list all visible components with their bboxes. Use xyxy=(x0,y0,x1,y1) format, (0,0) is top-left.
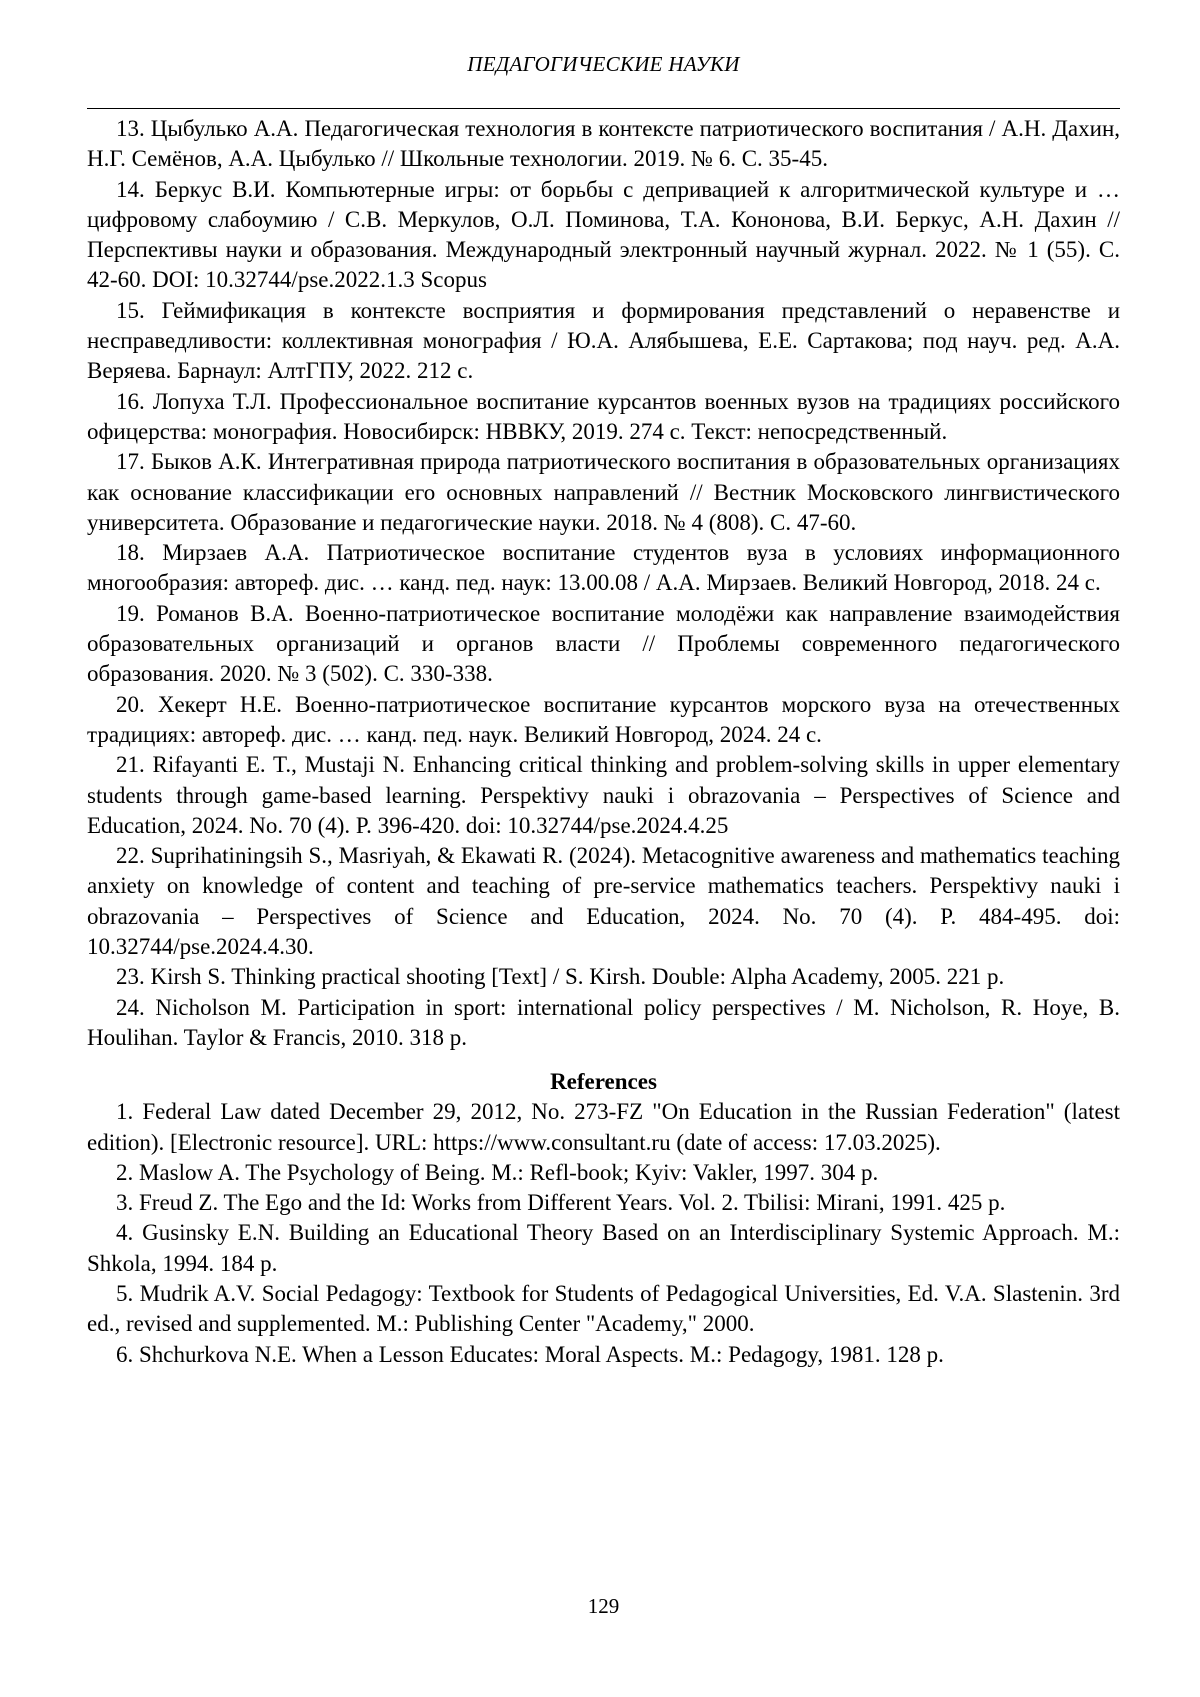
reference-entry xyxy=(87,447,1120,538)
reference-text: Цыбулько А.А. Педагогическая технология в контексте патриотического воспитания / А.Н. Дахин, Н.Г. Семёнов, А.А. Цыбулько // Школьные технологии. 2019. № 6. С. 35-45. xyxy=(87,116,1121,172)
reference-entry xyxy=(87,993,1120,1054)
reference-number: 19. xyxy=(116,600,145,626)
reference-entry xyxy=(87,296,1120,387)
reference-number: 23. xyxy=(116,964,145,990)
reference-text: Беркус В.И. Компьютерные игры: от борьбы с депривацией к алгоритмической культуре и … цифровому слабоумию / С.В. Меркулов, О.Л. Поминова, Т.А. Кононова, В.И. Беркус, А.Н. Дахин // Перспективы науки и образования. Международный электронный научный журнал. 2022. № 1 (55). С. 42-60. DOI: 10.32744/pse.2022.1.3 Scopus xyxy=(87,176,1121,293)
reference-text: Nicholson M. Participation in sport: international policy perspectives / M. Nicholson, R. Hoye, B. Houlihan. Taylor & Francis, 2010. 318 p. xyxy=(87,994,1120,1050)
header-divider xyxy=(87,108,1120,109)
reference-text: Быков А.К. Интегративная природа патриотического воспитания в образовательных организациях как основание классификации его основных направлений // Вестник Московского лингвистического университета. Образование и педагогические науки. 2018. № 4 (808). С. 47-60. xyxy=(87,449,1121,535)
reference-entry xyxy=(87,841,1120,962)
reference-number: 20. xyxy=(116,691,145,717)
running-header: ПЕДАГОГИЧЕСКИЕ НАУКИ xyxy=(467,52,740,76)
reference-text: Gusinsky E.N. Building an Educational Theory Based on an Interdisciplinary Systemic Approach. M.: Shkola, 1994. 184 p. xyxy=(87,1220,1121,1276)
reference-entry xyxy=(87,690,1120,751)
reference-entry xyxy=(87,114,1120,175)
reference-entry xyxy=(87,387,1120,448)
reference-entry xyxy=(87,538,1120,599)
reference-number: 15. xyxy=(116,297,145,323)
reference-number: 2. xyxy=(116,1159,134,1185)
journal-page xyxy=(87,0,1120,1697)
reference-text: Геймификация в контексте восприятия и формирования представлений о неравенстве и несправедливости: коллективная монография / Ю.А. Алябышева, Е.Е. Сартакова; под науч. ред. А.А. Веряева. Барнаул: АлтГПУ, 2022. 212 с. xyxy=(87,297,1121,384)
reference-number: 22. xyxy=(116,843,145,869)
reference-text: Романов В.А. Военно-патриотическое воспитание молодёжи как направление взаимодействия образовательных организаций и органов власти // Проблемы современного педагогического образования. 2020. № 3 (502). С. 330-338. xyxy=(87,600,1120,687)
reference-number: 5. xyxy=(116,1280,134,1306)
reference-number: 14. xyxy=(116,176,145,202)
reference-text: Federal Law dated December 29, 2012, No. 273-FZ "On Education in the Russian Federation" (latest edition). [Electronic resource]. URL: https://www.consultant.ru (date of access: 17.03.2025). xyxy=(87,1099,1121,1155)
reference-entry-en xyxy=(87,1188,1120,1218)
reference-entry-en xyxy=(87,1279,1120,1340)
reference-entry xyxy=(87,750,1120,841)
references-heading: References xyxy=(550,1069,657,1095)
reference-number: 18. xyxy=(116,540,145,566)
reference-text: Suprihatiningsih S., Masriyah, & Ekawati R. (2024). Metacognitive awareness and mathematics teaching anxiety on knowledge of content and teaching of pre-service mathematics teachers. Perspektivy nauki i obrazovania – Perspectives of Science and Education, 2024. No. 70 (4). P. 484-495. doi: 10.32744/pse.2024.4.30. xyxy=(87,843,1121,960)
reference-text: Freud Z. The Ego and the Id: Works from Different Years. Vol. 2. Tbilisi: Mirani, 1991. 425 p. xyxy=(139,1190,1006,1216)
reference-text: Хекерт Н.Е. Военно-патриотическое воспитание курсантов морского вуза на отечественных традициях: автореф. дис. … канд. пед. наук. Великий Новгород, 2024. 24 с. xyxy=(87,691,1120,747)
reference-number: 24. xyxy=(116,994,145,1020)
reference-text: Shchurkova N.E. When a Lesson Educates: Moral Aspects. M.: Pedagogy, 1981. 128 p. xyxy=(139,1341,944,1367)
page-number: 129 xyxy=(587,1594,620,1618)
reference-number: 4. xyxy=(116,1220,134,1246)
reference-text: Kirsh S. Thinking practical shooting [Text] / S. Kirsh. Double: Alpha Academy, 2005. 221 p. xyxy=(150,964,1005,990)
reference-entry-en xyxy=(87,1340,1120,1370)
reference-number: 13. xyxy=(116,116,145,141)
reference-text: Rifayanti E. T., Mustaji N. Enhancing critical thinking and problem-solving skills in upper elementary students through game-based learning. Perspektivy nauki i obrazovania – Perspectives of Science and Education, 2024. No. 70 (4). P. 396-420. doi: 10.32744/pse.2024.4.25 xyxy=(87,752,1120,838)
reference-number: 6. xyxy=(116,1341,134,1367)
reference-entry xyxy=(87,962,1120,992)
reference-entry-en xyxy=(87,1097,1120,1158)
reference-text: Лопуха Т.Л. Профессиональное воспитание курсантов военных вузов на традициях российского офицерства: монография. Новосибирск: НВВКУ, 2019. 274 с. Текст: непосредственный. xyxy=(87,388,1121,444)
reference-list xyxy=(87,114,1120,1370)
reference-number: 17. xyxy=(116,449,145,475)
reference-entry-en xyxy=(87,1158,1120,1188)
reference-number: 21. xyxy=(116,752,145,778)
reference-text: Мирзаев А.А. Патриотическое воспитание студентов вуза в условиях информационного многообразия: автореф. дис. … канд. пед. наук: 13.00.08 / А.А. Мирзаев. Великий Новгород, 2018. 24 с. xyxy=(87,540,1121,596)
reference-entry xyxy=(87,599,1120,690)
reference-text: Mudrik A.V. Social Pedagogy: Textbook for Students of Pedagogical Universities, Ed. V.A. Slastenin. 3rd ed., revised and supplemented. M.: Publishing Center "Academy," 2000. xyxy=(87,1280,1121,1337)
reference-text: Maslow A. The Psychology of Being. M.: Refl-book; Kyiv: Vakler, 1997. 304 p. xyxy=(139,1159,879,1185)
reference-entry xyxy=(87,175,1120,296)
reference-entry-en xyxy=(87,1218,1120,1279)
reference-number: 16. xyxy=(116,388,145,414)
reference-number: 3. xyxy=(116,1190,134,1216)
reference-number: 1. xyxy=(116,1099,134,1125)
